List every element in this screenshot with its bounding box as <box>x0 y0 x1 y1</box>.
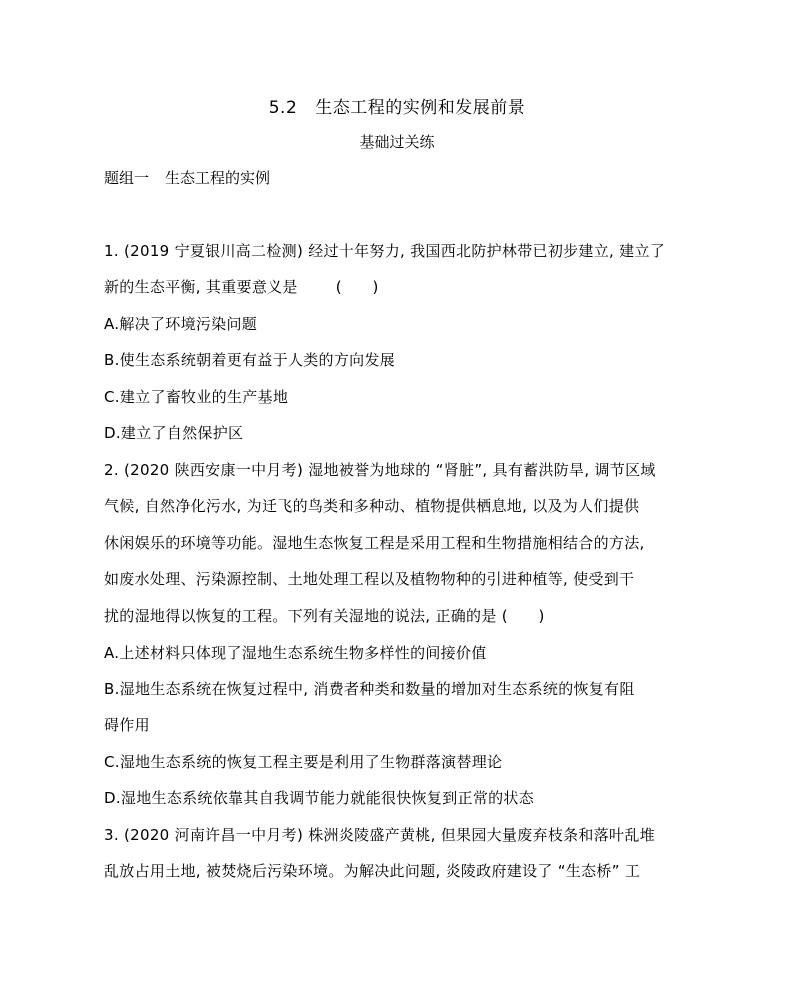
q2-stem-line2: 气候, 自然净化污水, 为迁飞的鸟类和多种动、植物提供栖息地, 以及为人们提供 <box>104 497 640 515</box>
q2-stem-line4: 如废水处理、污染源控制、土地处理工程以及植物物种的引进种植等, 使受到干 <box>104 570 635 588</box>
q2-option-d: D.湿地生态系统依靠其自我调节能力就能很快恢复到正常的状态 <box>104 789 535 807</box>
section-number: 5.2 <box>268 98 298 118</box>
q3-stem-line1: 3. (2020 河南许昌一中月考) 株洲炎陵盛产黄桃, 但果园大量废弃枝条和落叶乱堆 <box>104 826 655 844</box>
q1-stem-line1: 1. (2019 宁夏银川高二检测) 经过十年努力, 我国西北防护林带已初步建立, 建立了 <box>104 242 666 260</box>
q2-option-c: C.湿地生态系统的恢复工程主要是利用了生物群落演替理论 <box>104 753 503 771</box>
q1-stem-line2 <box>104 276 379 297</box>
q1-stem-line2-text: 新的生态平衡, 其重要意义是 <box>104 278 298 296</box>
exercise-subtitle: 基础过关练 <box>359 133 435 151</box>
q2-stem-line5: 扰的湿地得以恢复的工程。下列有关湿地的说法, 正确的是 ( ) <box>104 607 545 625</box>
q3-stem-line2: 乱放占用土地, 被焚烧后污染环境。为解决此问题, 炎陵政府建设了 “生态桥” 工 <box>104 862 641 880</box>
q2-stem-line1: 2. (2020 陕西安康一中月考) 湿地被誉为地球的 “肾脏”, 具有蓄洪防旱, 调节区域 <box>104 461 656 479</box>
group-title: 生态工程的实例 <box>165 169 271 187</box>
q2-stem-line3: 休闲娱乐的环境等功能。湿地生态恢复工程是采用工程和生物措施相结合的方法, <box>104 534 645 552</box>
section-title <box>0 93 794 118</box>
question-group-heading <box>104 167 270 188</box>
q1-option-b: B.使生态系统朝着更有益于人类的方向发展 <box>104 351 396 369</box>
section-title-text: 生态工程的实例和发展前景 <box>315 98 526 118</box>
q2-option-a: A.上述材料只体现了湿地生态系统生物多样性的间接价值 <box>104 644 487 662</box>
group-label: 题组一 <box>104 169 150 187</box>
q2-option-b-line2: 碍作用 <box>104 716 150 734</box>
q1-answer-paren: ( ) <box>335 278 379 296</box>
q1-option-d: D.建立了自然保护区 <box>104 424 244 442</box>
q1-option-a: A.解决了环境污染问题 <box>104 315 258 333</box>
q1-option-c: C.建立了畜牧业的生产基地 <box>104 388 289 406</box>
q2-option-b-line1: B.湿地生态系统在恢复过程中, 消费者种类和数量的增加对生态系统的恢复有阻 <box>104 680 635 698</box>
